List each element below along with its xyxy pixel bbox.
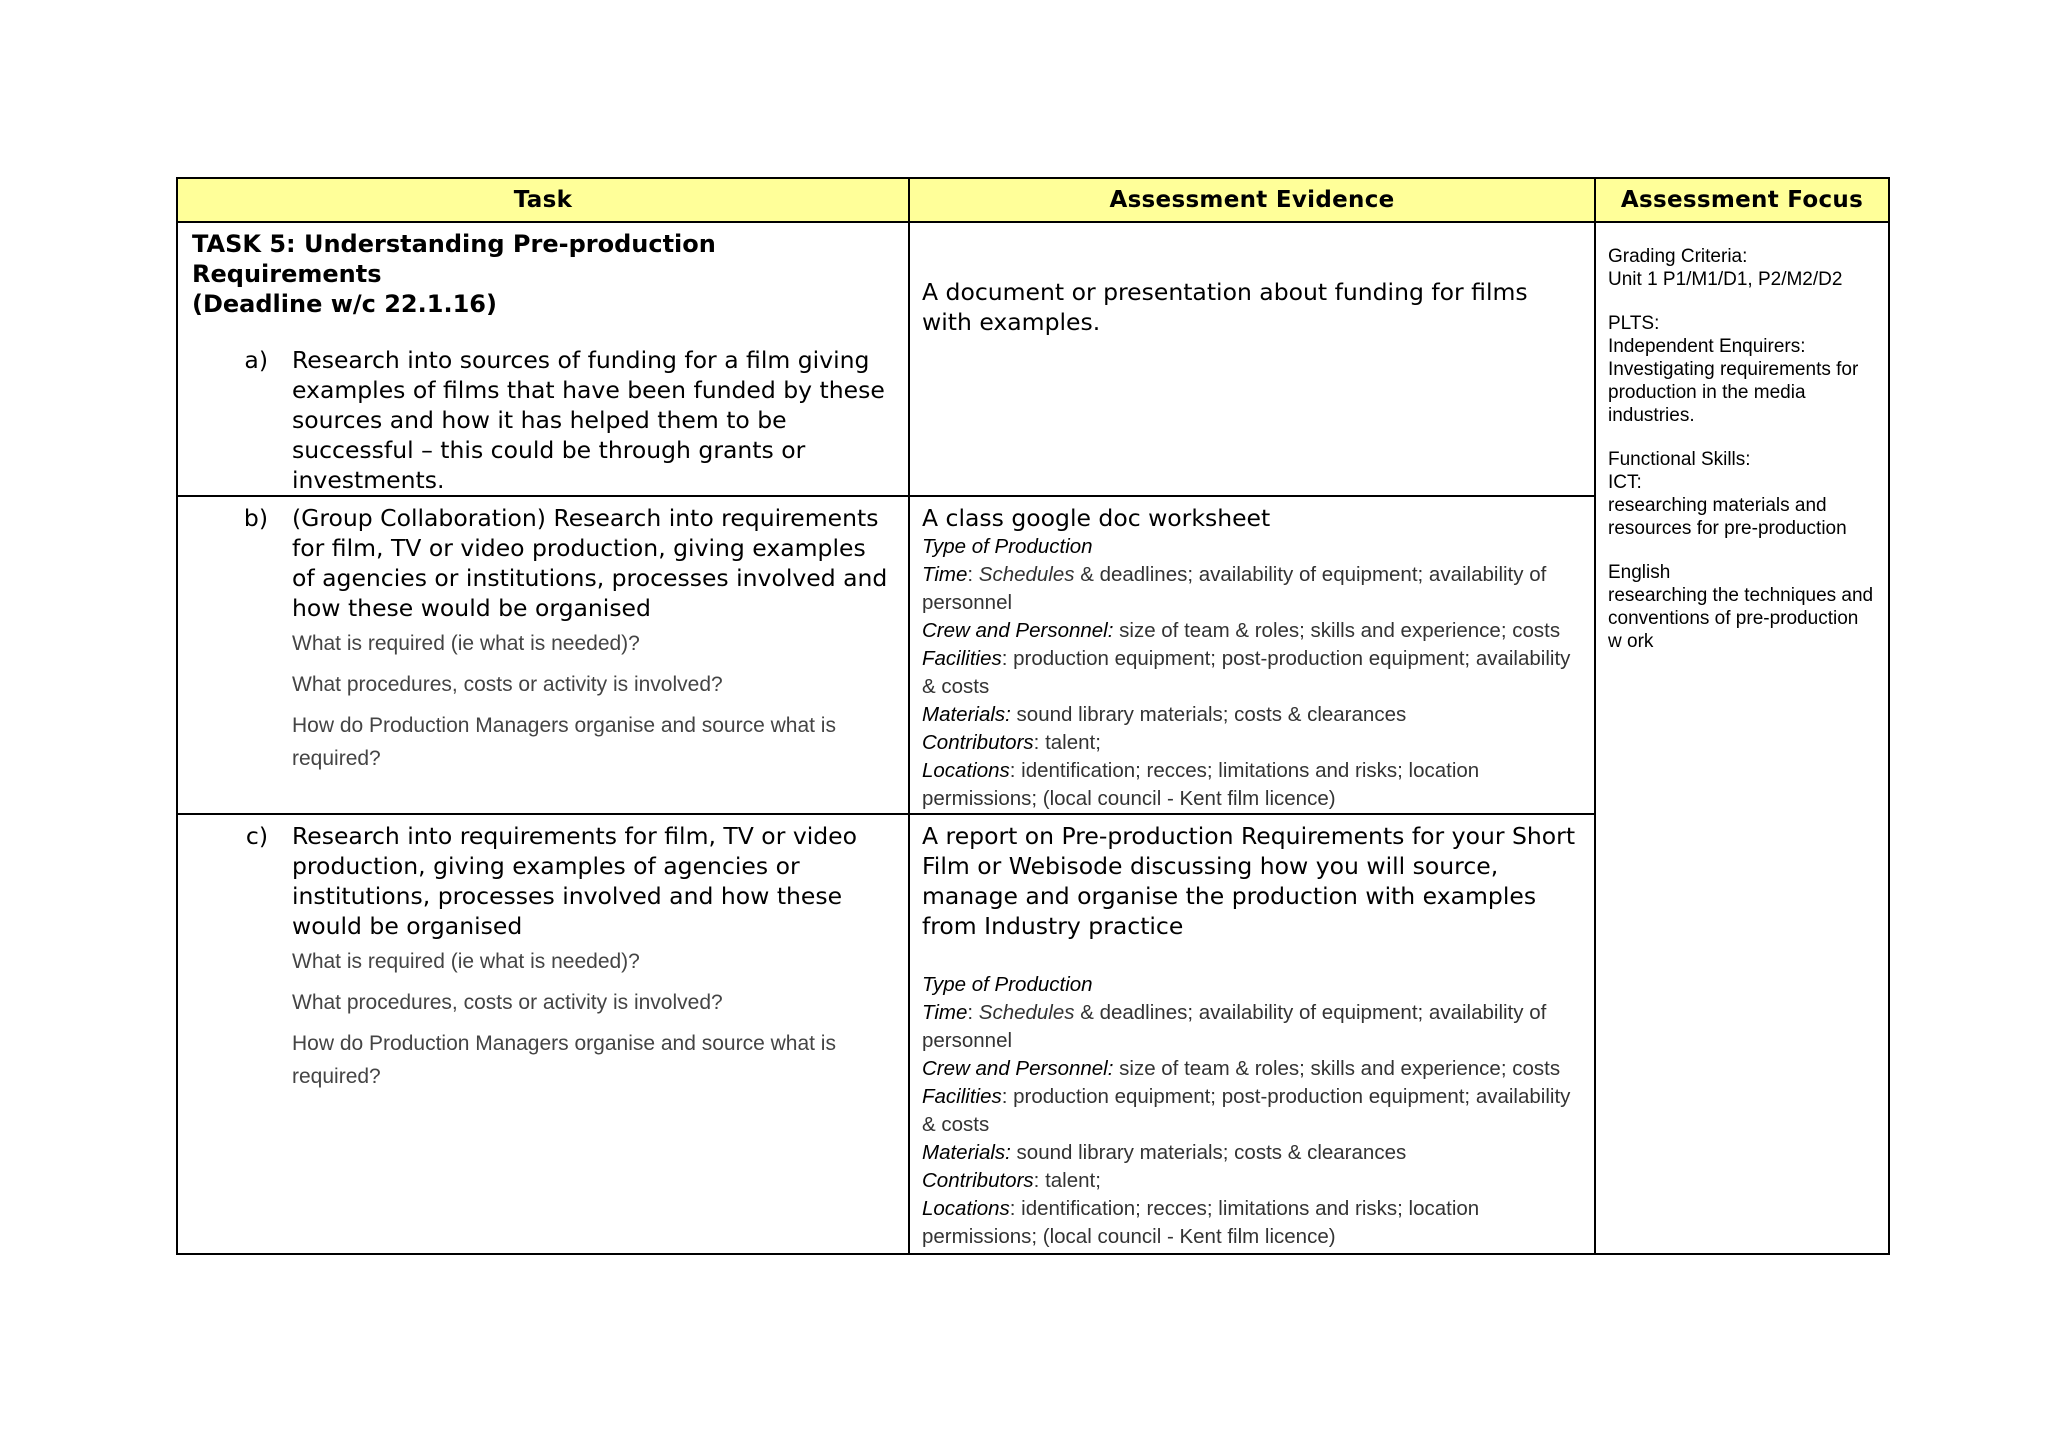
task-item-b bbox=[192, 503, 894, 775]
item-text: Research into requirements for film, TV or video production, giving examples of agencies or institutions, processes involved and how these would be organised bbox=[292, 822, 858, 940]
question: What procedures, costs or activity is involved? bbox=[292, 673, 723, 696]
functional-skills: Functional Skills: ICT: researching materials and resources for pre-production bbox=[1608, 449, 1847, 539]
evidence-cell-a bbox=[909, 222, 1595, 496]
item-marker: c) bbox=[245, 822, 268, 850]
grading-criteria: Grading Criteria: Unit 1 P1/M1/D1, P2/M2/D2 bbox=[1608, 246, 1843, 290]
evidence-text: A class google doc worksheet bbox=[922, 504, 1271, 532]
evidence-list: Type of Production Time: Schedules & deadlines; availability of equipment; availability of personnel Crew and Personnel: size of team & roles; skills and experience; costs Facilities: production equipment; post-production equipment; availability & costs Materials: sound library materials; costs & clearances Contributors: talent; Locations: identification; recces; limitations and risks; location permissions; (local council - Kent film licence) bbox=[922, 535, 1571, 810]
question: What is required (ie what is needed)? bbox=[292, 632, 640, 655]
task-cell-b bbox=[177, 496, 909, 814]
task-cell-a bbox=[177, 222, 909, 496]
evidence-text: A report on Pre-production Requirements for your Short Film or Webisode discussing how you will source, manage and organise the production with examples from Industry practice bbox=[922, 822, 1576, 940]
question: How do Production Managers organise and source what is required? bbox=[292, 714, 836, 770]
task-item-a bbox=[192, 345, 894, 495]
question: How do Production Managers organise and source what is required? bbox=[292, 1032, 836, 1088]
evidence-text: A document or presentation about funding for films with examples. bbox=[922, 278, 1528, 336]
focus-cell bbox=[1595, 222, 1889, 1254]
task-cell-c bbox=[177, 814, 909, 1254]
item-text: Research into sources of funding for a film giving examples of films that have been funded by these sources and how it has helped them to be successful – this could be through grants or investments. bbox=[292, 346, 885, 494]
english: English researching the techniques and conventions of pre-production w ork bbox=[1608, 562, 1874, 652]
question: What is required (ie what is needed)? bbox=[292, 950, 640, 973]
task-table bbox=[176, 177, 1890, 1255]
header-row bbox=[177, 178, 1889, 222]
item-text: (Group Collaboration) Research into requirements for film, TV or video production, giving examples of agencies or institutions, processes involved and how these would be organised bbox=[292, 504, 888, 622]
task-item-c bbox=[192, 821, 894, 1093]
task-title: TASK 5: Understanding Pre-production Requirements (Deadline w/c 22.1.16) bbox=[192, 230, 716, 318]
question: What procedures, costs or activity is involved? bbox=[292, 991, 723, 1014]
item-marker: a) bbox=[244, 346, 268, 374]
header-task: Task bbox=[177, 178, 909, 222]
evidence-list: Type of Production Time: Schedules & deadlines; availability of equipment; availability of personnel Crew and Personnel: size of team & roles; skills and experience; costs Facilities: production equipment; post-production equipment; availability & costs Materials: sound library materials; costs & clearances Contributors: talent; Locations: identification; recces; limitations and risks; location permissions; (local council - Kent film licence) bbox=[922, 973, 1571, 1248]
evidence-cell-c bbox=[909, 814, 1595, 1254]
header-evidence: Assessment Evidence bbox=[909, 178, 1595, 222]
item-marker: b) bbox=[243, 504, 268, 532]
plts: PLTS: Independent Enquirers: Investigating requirements for production in the media industries. bbox=[1608, 313, 1859, 426]
table-row bbox=[177, 222, 1889, 496]
header-focus: Assessment Focus bbox=[1595, 178, 1889, 222]
evidence-cell-b bbox=[909, 496, 1595, 814]
